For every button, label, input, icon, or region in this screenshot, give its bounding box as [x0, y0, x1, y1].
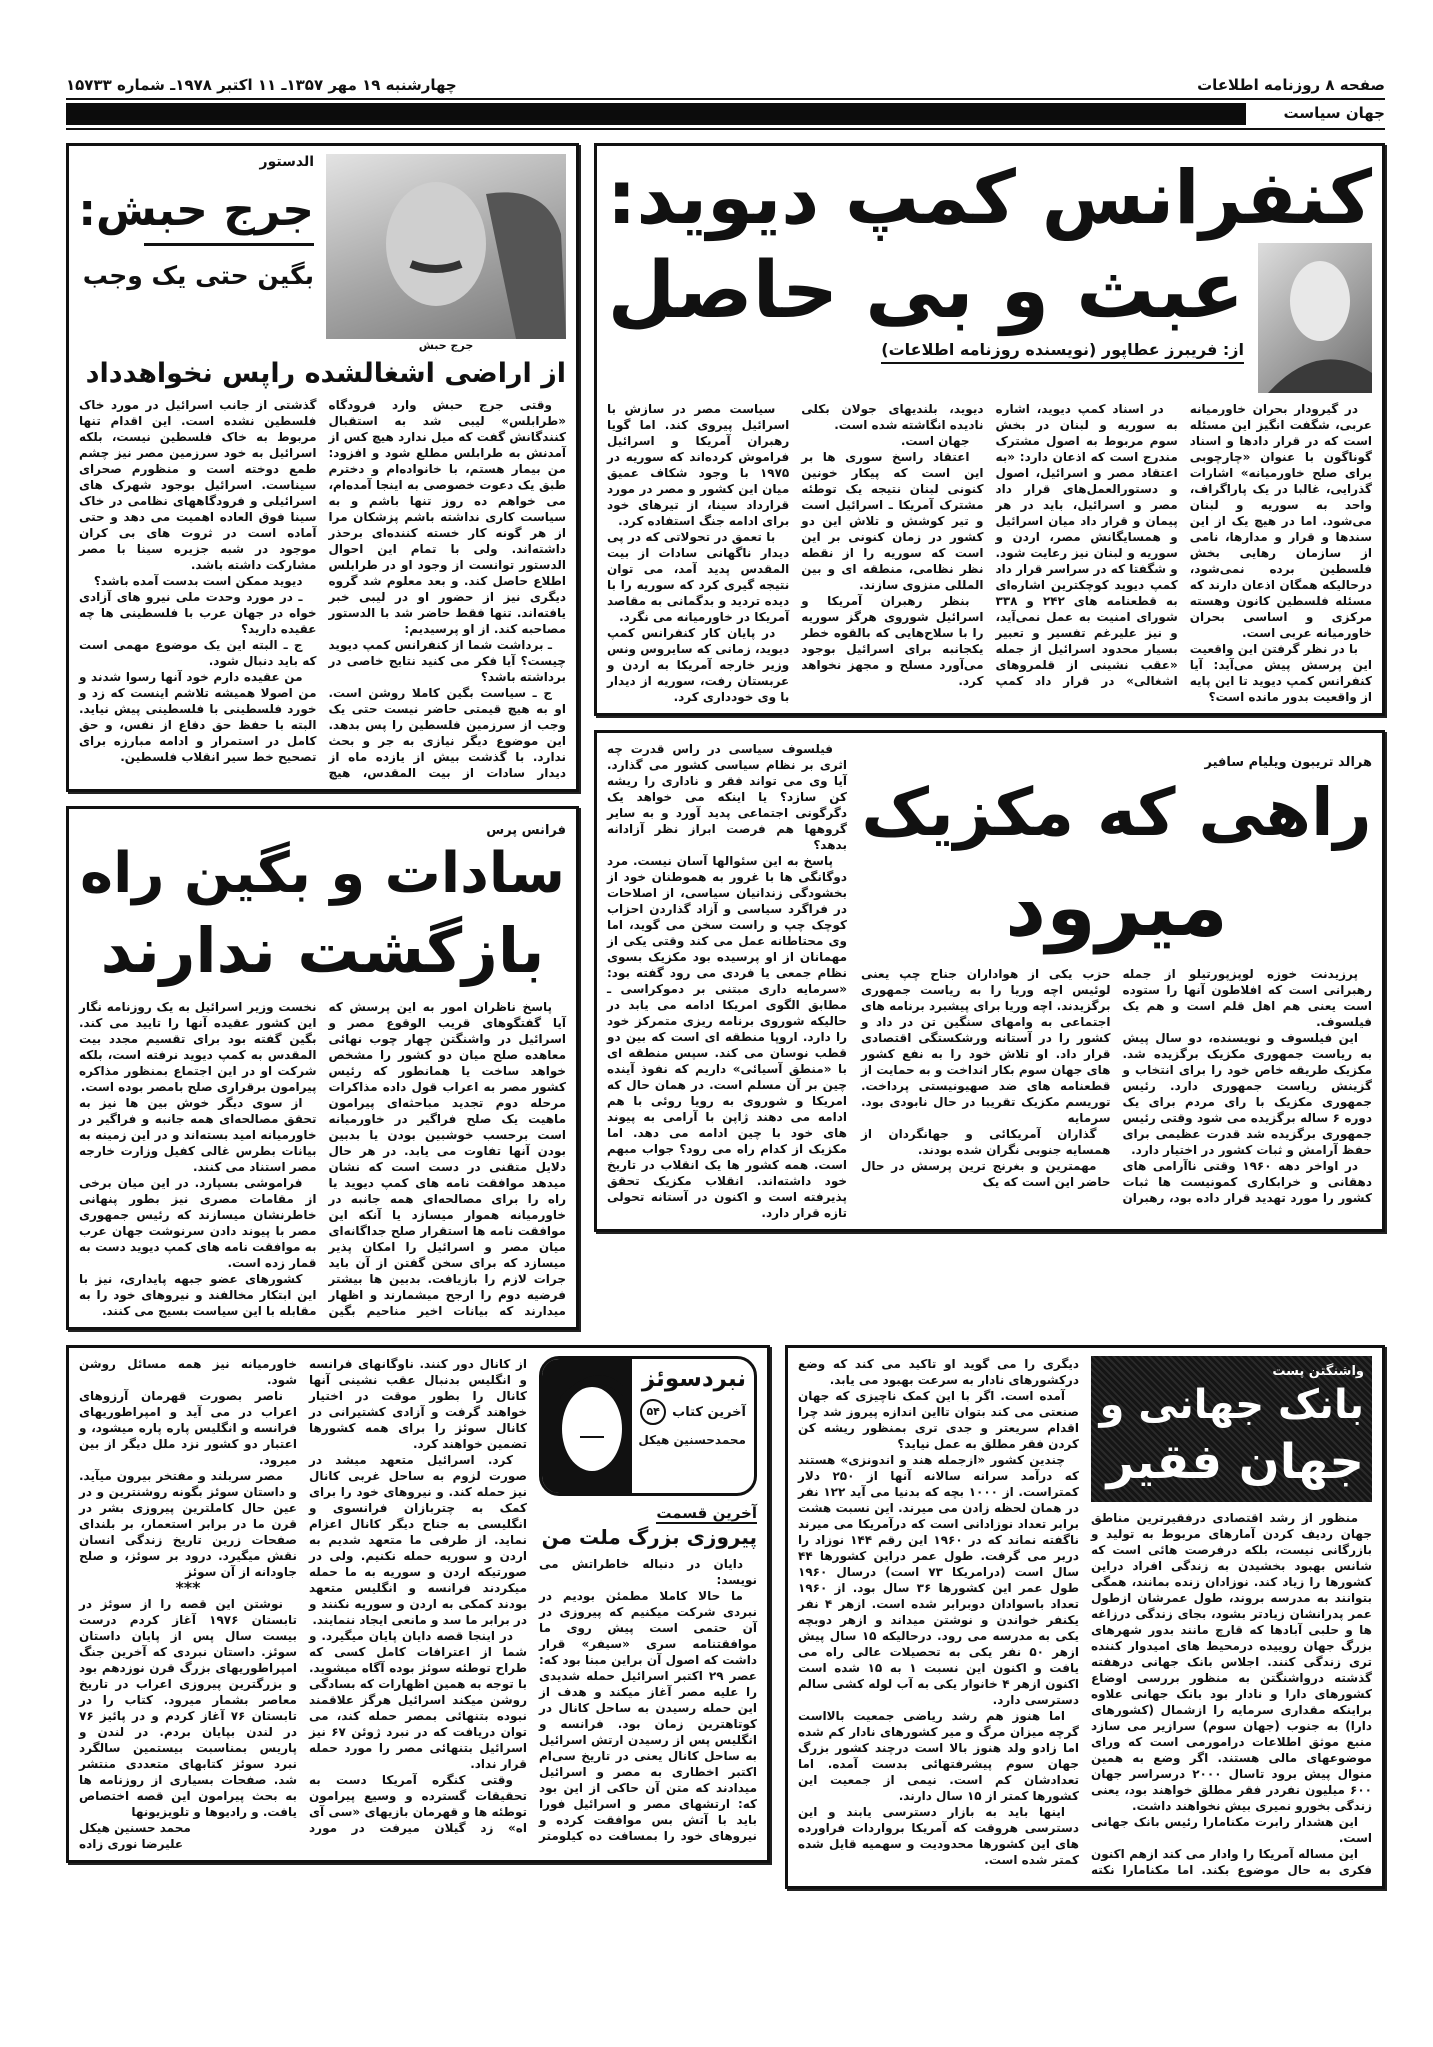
photo-block: [326, 154, 566, 352]
photo-caption: جرج حبش: [418, 339, 474, 352]
article-sadat: [66, 806, 579, 1330]
article-body: [798, 1356, 1372, 1877]
headline-panel: [1091, 1356, 1372, 1501]
headline: سادات و بگین راه: [80, 841, 565, 907]
source-label: فرانس پرس: [486, 823, 566, 839]
paragraph: وقتی کنگره آمریکا دست به تحقیقات گسترده و وسیع پیرامون توطئه ها و قهرمان بازیهای «سی آی اه» زد گیلان میرفت در مورد خاورمیانه نیز همه مسائل روشن شود.: [79, 1357, 527, 1836]
paragraph: این فیلسوف و نویسنده، دو سال پیش به ریاست جمهوری مکزیک برگزیده شد. مکزیک طریقه خاص خود را برای انتخاب و گزینش ریاست جمهوری دارد. رئیس جمهوری مکزیک با رای مردم برای یک دوره ۶ ساله برگزیده می شود وقتی رئیس جمهوری برگزیده شد قدرت عظیمی برای حفظ آرامش و ثبات کشور در اختیار دارد.: [1122, 1030, 1372, 1157]
masthead: [66, 76, 1385, 132]
masthead-rule-bottom: [66, 128, 1385, 130]
paragraph: در اسناد کمپ دیوید، اشاره به سوریه و لبنان در بخش سوم مربوط به اصول مشترک مندرج است که اذعان دارد: «به اعتقاد مصر و اسرائیل، اصول و دستورالعمل‌های قرار داد مصر و اسرائیل، باید در هر پیمان و قرار داد میان اسرائیل و همسایگانش مصر، اردن و سوریه و لبنان نیز رعایت شود. و شگفتا که در سراسر قرار داد کمپ دیوید کوچکترین اشاره‌ای به قطعنامه های ۲۴۲ و ۳۳۸ شورای امنیت به عمل نمی‌آید، و نیز علیرغم تفسیر و تعبیر بسیار محدود اسرائیل از جمله «عقب نشینی از قلمروهای اشغالی» در قرار داد کمپ دیوید، بلندیهای جولان بکلی نادیده انگاشته شده است.: [801, 401, 1178, 688]
habash-photo: [326, 154, 566, 339]
newspaper-page: [66, 0, 1385, 1909]
left-stack: [66, 143, 579, 1330]
series-logo: [539, 1356, 757, 1496]
paragraph: اعتقاد راسخ سوری ها بر این است که پیکار خونین کنونی لبنان نتیجه یک توطئه مشترک آمریکا ـ اسرائیل است و تیر کوشش و تلاش این دو کشور در زمان کنونی بر این است که سوریه را از نقطه نظر نظامی، منطقه ای و بین المللی منزوی سازند.: [801, 449, 984, 592]
article-habash: [66, 143, 579, 792]
headline-2: جهان فقیر: [1106, 1434, 1364, 1491]
book-row: [640, 1399, 746, 1425]
headline-3: از اراضی اشغالشده راپس نخواهدداد: [85, 358, 566, 389]
headline: بانک جهانی و: [1099, 1382, 1364, 1429]
paragraph: این مساله آمریکا را وادار می کند ازهم اکنون فکری به حال موضوع بکند. اما مکنامارا نکته دیگری را می گوید او تاکید می کند که وضع درکشورهای نادار به سرعت بهبود می یابد.: [798, 1357, 1372, 1877]
header-row: [79, 154, 566, 352]
paragraph: ـ برداشت شما از کنفرانس کمپ دیوید چیست؟ آیا فکر می کنید نتایج خاصی در برداشته باشد؟: [328, 638, 566, 685]
paragraph: کشورهای عضو جبهه پایداری، نیز با این ابتکار مخالفند و نیروهای خود را به مقابله با این سیاست بسیج می کنند.: [79, 1272, 317, 1319]
page-label: صفحه ۸ روزنامه اطلاعات: [1197, 76, 1385, 94]
paragraph: گذاران آمریکائی و جهانگردان از همسایه جنوبی نگران شده بودند.: [861, 1126, 1111, 1157]
row-bottom: [66, 1345, 1385, 1888]
headline-block: [79, 154, 314, 293]
paragraph: پرزیدنت خوزه لوپزپورتیلو از جمله رهبرانی است که افلاطون آنها را ستوده است یعنی هم اهل قلم است و هم یک فیلسوف.: [1122, 966, 1372, 1029]
date-issue: چهارشنبه ۱۹ مهر ۱۳۵۷ـ ۱۱ اکتبر ۱۹۷۸ـ شماره ۱۵۷۳۳: [66, 76, 457, 94]
paragraph: بنظر رهبران آمریکا و اسرائیل شوروی هرگز سوریه را با سلاح‌هایی که بالقوه خطر یکجانبه برای اسرائیل بوجود می‌آورد مسلح و مجهز نخواهد کرد.: [801, 593, 984, 688]
section-label: جهان سیاست: [1283, 104, 1385, 122]
paragraph: من عقیده دارم خود آنها رسوا شدند و من اصولا همیشه تلاشم اینست که زد و خورد فلسطینی با فلسطینی پیش نیاید. البته با حفظ حق دفاع از نفس، و حق کامل در استمرار و ادامه مبارزه برای تصحیح خط سیر انقلاب فلسطین.: [79, 670, 317, 765]
mexico-main: [861, 741, 1372, 1206]
face-icon: [542, 1359, 632, 1493]
source-label: واشنگتن پست: [1272, 1364, 1364, 1380]
episode-number: ۵۴: [640, 1399, 666, 1425]
article-body: [607, 401, 1372, 705]
headline-block: [79, 838, 566, 991]
author-photo: [1258, 243, 1372, 393]
article-body: [79, 999, 566, 1319]
suez-header: [539, 1356, 757, 1550]
paragraph: فیلسوف سیاسی در راس قدرت چه اثری بر نظام سیاسی کشور می گذارد. آیا وی می تواند فقر و ناداری را ریشه کن سازد؟ یا اینکه می خواهد یک دگرگونی اجتماعی پدید آورد و به سایر گروهها هم فرصت ابراز نظر آزادانه بدهد؟: [607, 741, 847, 852]
paragraph: دیوید ممکن است بدست آمده باشد؟: [93, 574, 303, 589]
paragraph: با تعمق در تحولاتی که در پی دیدار ناگهانی سادات از بیت المقدس پدید آمد، می توان نتیجه گیری کرد که سوریه را با دیده تردید و بدگمانی به مقاصد آمریکا در خاورمیانه می نگرد.: [607, 529, 790, 624]
row-top: [66, 143, 1385, 1330]
portrait-drawing: [542, 1359, 632, 1493]
paragraph: ـ در مورد وحدت ملی نیرو های آزادی خواه در جهان عرب با فلسطینی ها چه عقیده دارید؟: [79, 590, 317, 637]
translator-signature: علیرضا نوری زاده: [79, 1837, 184, 1852]
portrait-icon: [1258, 243, 1372, 393]
paragraph: مهمترین و بغرنج ترین پرسش در حال حاضر این است که یک: [861, 1158, 1111, 1189]
article-body: [861, 966, 1372, 1206]
article-world-bank: [785, 1345, 1385, 1888]
headline-row: [607, 243, 1372, 393]
headline: راهی که مکزیک: [861, 773, 1372, 851]
article-body: [79, 397, 566, 781]
headline: کنفرانس کمپ دیوید:: [606, 155, 1372, 241]
headline-underline: [144, 243, 314, 246]
section-bar: [66, 103, 1246, 125]
paragraph: سیاست مصر در سازش با اسرائیل پیروی کند. اما گویا رهبران آمریکا و اسرائیل فراموش کرده‌اند که سوریه در ۱۹۷۵ با وجود شکاف عمیق میان این کشور و مصر در مورد قرارداد سینا، از تیرهای خود برای ادامه جنگ استفاده کرد.: [607, 401, 790, 528]
paragraph: از سوی دیگر خوش بین ها نیز به تحقق مصالحه‌ای همه جانبه و فراگیر در خاورمیانه امید بسته‌اند و در این زمینه به بیانات بطرس غالی کفیل وزارت خارجه مصر استناد می کنند.: [79, 1096, 317, 1175]
headline-2: بازگشت ندارند: [100, 913, 545, 987]
headline-block: [607, 243, 1244, 365]
right-stack: [594, 143, 1385, 1232]
paragraph: با در نظر گرفتن این واقعیت این پرسش پیش می‌آید: آیا کنفرانس کمپ دیوید تا این پایه از واقعیت بدور مانده است؟: [1189, 641, 1372, 704]
masthead-rule-top: [66, 98, 1385, 100]
article-body: [79, 1356, 757, 1852]
paragraph: در پایان کار کنفرانس کمپ دیوید، زمانی که سایروس ونس وزیر خارجه آمریکا به اردن و عربستان رفت، سوریه از دیدار با وی خودداری کرد.: [607, 625, 790, 704]
article-camp-david: [594, 143, 1385, 716]
paragraph: منظور از رشد اقتصادی درفقیرترین مناطق جهان ردیف کردن آمارهای مربوط به تولید و بازرگانی نیست، بلکه درفرصت هائی است که شانس بهبود بخشیدن به زندگی افراد دراین کشورها را زیاد کند. نوزادان زنده بمانند، همگی بتوانند به مدرسه بروند، طول عمرشان ازطول عمر پدرانشان زیادتر بشود، بجای زندگی درزاغه ها و حلبی آبادها که قارچ مانند بدور شهرهای بزرگ جهان روییده درمحیط های امیدوار کننده تری زندگی کنند. اجلاس بانک جهانی درهفته گذشته درواشنگتن به منظور بررسی اوضاع کشورهای دارا و نادار بود بانک جهانی علاوه براینکه مقداری سرمایه را ازشمال (کشورهای دارا) به جنوب (جهان سوم) سرازیر می سازد منبع موثق اطلاعات درامورمی است که ورای موضوعهای مالی هستند. اگر وضع به همین منوال پیش برود تاسال ۲۰۰۰ درسراسر جهان ۶۰۰ میلیون نفردر فقر مطلق خواهند بود، یعنی زندگی بخورو نمیری بیش نخواهند داشت.: [1091, 1510, 1372, 1813]
headline-2: میرود: [1005, 860, 1228, 954]
paragraph: ج ـ البته این یک موضوع مهمی است که باید دنبال شود.: [79, 638, 317, 669]
paragraph: ما حالا کاملا مطمئن بودیم در نبردی شرکت میکنیم که پیروزی در آن حتمی است پیش روی ما موافقتنامه سری «سیفر» قرار داشت که اصول آن براین مبنا بود که: عصر ۲۹ اکتبر اسرائیل حمله شدیدی را علیه مصر آغاز میکند و هدف از این حمله رسیدن به ساحل کانال در کوتاهترین زمان بود. فرانسه و انگلیس پس از رسیدن ارتش اسرائیل به ساحل کانال یعنی در تاریخ سی‌ام اکتبر اخطاری به مصر و اسرائیل میدادند که متن آن حاکی از این بود که: ارتشهای مصر و اسرائیل فورا باید با آتش بس موافقت کرده و نیروهای خود را بمسافت ده کیلومتر از کانال دور کنند. ناوگانهای فرانسه و انگلیس بدنبال عقب نشینی آنها کانال را بطور موقت در اختیار خواهند گرفت و آزادی کشتیرانی در کانال سوئز را برای همه کشورها تضمین خواهند کرد.: [309, 1357, 757, 1844]
headline-2: بگین حتی یک وجب: [82, 261, 314, 291]
series-text: [632, 1359, 754, 1493]
headline-name: جرج حبش:: [78, 185, 314, 236]
article-column: [607, 741, 847, 1221]
article-suez: [66, 1345, 770, 1863]
paragraph: در گیرودار بحران خاورمیانه عربی، شگفت انگیز این مسئله است که در قرار دادها و اسناد گوناگون با عنوان «چارچوبی برای صلح خاورمیانه» اشارات گذرایی، غالبا در یک پاراگراف، واحد به سوریه و لبنان می‌شود. اما در هیچ یک از این سندها و قرار و مدارها، نامی از سازمان رهایی بخش فلسطین برده نمی‌شود، درحالیکه همگان اذعان دارند که مسئله فلسطین کانون وهسته مرکزی و اساسی بحران خاورمیانه عربی است.: [1189, 401, 1372, 640]
paragraph: جهان است.: [900, 433, 970, 448]
paragraph: چندین کشور «ازجمله هند و اندونزی» هستند که درآمد سرانه سالانه آنها از ۲۵۰ دلار کمتراست. از ۱۰۰۰ بچه که بدنیا می آید ۱۲۲ نفر در همان لحظه زادن می میرند. این نسبت هشت برابر تعداد نوزادانی است که درآمریکا می میرند ناگفته نماند که در ۱۹۶۰ این رقم ۱۴۴ نوزاد را دربر می گرفت. طول عمر دراین کشورها ۴۴ سال است (درامریکا ۷۳ است) درسال ۱۹۶۰ طول عمر این کشورها ۳۶ سال بود. از ۱۹۶۰ تعداد باسوادان دوبرابر شده است. ازهر ۴ نفر یکنفر خواندن و نوشتن میداند و ازهر دوبچه یکی به مدرسه می رود. درحالیکه ۱۵ سال پیش ازهر ۵۰ نفر یکی به تحصیلات عالی راه می یافت و اکنون این نسبت ۱ به ۱۵ شده است اکنون ازهر ۴ خانوار یکی به آب لوله کشی سالم دسترسی دارد.: [798, 1453, 1080, 1708]
paragraph: وقتی جرج حبش وارد فرودگاه «طرابلس» لیبی شد به استقبال کنندگانش گفت که میل ندارد هیچ کس از آمدنش به طرابلس مطلع شود و افزود: من بیمار هستم، با خانواده‌ام و دخترم طبق یک دعوت خصوصی به اینجا آمده‌ام، می خواهم ده روز تنها باشم و به سیاست کاری نداشته باشم پزشکان مرا از هر گونه کار خسته کننده‌ای برحذر داشته‌اند. ولی با تمام این احوال الدستور توانست از وجود او در طرابلس اطلاع حاصل کند. و بعد معلوم شد گروه دیگری نیز از حضور او در لیبی خبر یافته‌اند. تنها فقط حاضر شد با الدستور مصاحبه کند. از او پرسیدیم:: [328, 398, 566, 637]
source-label: هرالد تریبون ویلیام سافیر: [1204, 754, 1372, 770]
portrait-icon: [326, 154, 566, 339]
paragraph: آمده است. اگر با این کمک ناچیزی که جهان صنعتی می کند بتوان تااین اندازه پیروز شد چرا اقدام سریعتر و جدی تری بمنظور ریشه کن کردن فقر مطلق به عمل نیاید؟: [798, 1389, 1079, 1452]
headline-2: عبث و بی حاصل: [607, 245, 1244, 336]
paragraph: نوشتن این قصه را از سوئز در تابستان ۱۹۷۶ آغاز کردم درست بیست سال پس از پایان داستان سوئز. داستان نبردی که آخرین جنگ امپراطوریهای بزرگ قرن نوزدهم بود و بزرگترین پیروزی اعراب در تاریخ معاصر بشمار میرود. کتاب را در تابستان ۷۶ آغاز کردم و در پائیز ۷۶ در لندن بپایان بردم. در لندن و پاریس بمناسبت بیستمین سالگرد نبرد سوئز کتابهای متعددی منتشر شد. صفحات بسیاری از روزنامه ها به بحث پیرامون این قصه اختصاص یافت. و رادیوها و تلویزیونها: [79, 1597, 298, 1820]
paragraph: پاسخ به این سئوالها آسان نیست. مرد دوگانگی ها با غرور به هموطنان خود از بخشودگی زندانیان سیاسی، از اصلاحات در فراگرد سیاسی و آزاد گذاردن احزاب کوچک چپ و راست سخن می گوید، اما وی محتاطانه عمل می کند وقتی یکی از مهمانان از او پرسیده بود مکزیک بسوی نظام جمعی یا فردی می رود گفته بود: «سرمایه داری مبتنی بر دموکراسی ـ مطابق الگوی امریکا ادامه می یابد در حالیکه شوروی برنامه ریزی متمرکز خود را دارد. اروپا منطقه ای است که بین دو قطب نوسان می کند. سپس منطقه ای با «منطق آسیائی» داریم که نفوذ آینده چین بر آن مسلم است. در همان حال که امریکا و شوروی به رویا روئی با هم ادامه می دهند ژاپن با آرامی به پیوند های خود با چین ادامه می دهد. اما مکزیک از کدام راه می رود؟ جواب مبهم است. همه کشور ها یک انقلاب در تاریخ خود داشته‌اند. انقلاب مکزیک تحقق پذیرفته است و اکنون در آستانه تحولی تازه قرار دارد.: [607, 853, 847, 1220]
author-signature: محمد حسنین هیکل: [79, 1821, 191, 1836]
paragraph: پاسخ ناظران امور به این پرسش که آیا گفتگوهای قریب الوقوع مصر و اسرائیل در واشنگتن چهار چوب نهائی معاهده صلح میان دو کشور را مشخص خواهد ساخت یا همانطور که رئیس کشور مصر به اعراب قول داده مذاکرات مرحله دوم تجدید مباحثه‌ای پیرامون ماهیت یک صلح فراگیر در خاورمیانه است برحسب خوشبین بودن یا بدبین بودن آنها تفاوت می یابد. در هر حال دلایل متقنی در دست است که نشان میدهد موافقت نامه های کمپ دیوید یا راه را برای مصالحه‌ای همه جانبه در خاورمیانه هموار میسازد یا آنکه این موافقت نامه ها استقرار صلح جداگانه‌ای میان مصر و اسرائیل را امکان پذیر میسازد که برای سخن گفتن از آن باید جرات لازم را بازیافت. بدبین ها بیشتر فرضیه دوم را ارجح میشمارند و اظهار میدارند که بیانات اخیر مناحیم بگین نخست وزیر اسرائیل به یک روزنامه نگار این کشور عقیده آنها را تایید می کند. بگین گفته بود برای تقسیم مجدد بیت المقدس به کمپ دیوید نرفته است، بلکه شرکت او در این اجتماع بمنظور مذاکره پیرامون برقراری صلح بامصر بوده است.: [79, 1000, 566, 1319]
headline-block: [861, 770, 1372, 960]
article-mexico: [594, 730, 1385, 1232]
headline: پیروزی بزرگ ملت من: [541, 1525, 757, 1550]
paragraph: این هشدار رابرت مکنامارا رئیس بانک جهانی است.: [1091, 1814, 1372, 1845]
paragraph: کرد. اسرائیل متعهد میشد در صورت لزوم به ساحل غربی کانال نیز حمله کند. و نیروهای خود را برای کمک به چتربازان فرانسوی و انگلیسی به جناح دیگر کانال اعزام نماید. از طرفی ما متعهد شدیم به اردن و سوریه حمله نکنیم. ولی در صورتیکه اردن و سوریه به ما حمله میکردند فرانسه و انگلیس متعهد بودند کمکی به اردن و سوریه نکنند و در برابر ما سد و مانعی ایجاد ننمایند.: [309, 1453, 527, 1628]
source-label: الدستور: [259, 154, 314, 170]
paragraph: ج ـ سیاست بگین کاملا روشن است. او به هیچ قیمتی حاضر نیست حتی یک وجب از سرزمین فلسطین را پس بدهد. این موضوع دیگر نیازی به جر و بحث ندارد. با گذشت بیش از یازده ماه از دیدار سادات از بیت المقدس، هیچ گذشتی از جانب اسرائیل در مورد خاک فلسطین نشده است. این اقدام تنها مربوط به خاک فلسطین نیست، بلکه اسرائیل به خود سرزمین مصر نیز چشم طمع دوخته است و منظورم صحرای سیناست. اسرائیل بوجود شهرک های اسرائیلی و فرودگاههای نظامی در خاک سینا فوق العاده اهمیت می دهد و حتی آماده است در ثروت های بی کران موجود در شبه جزیره سینا با مصر مشارکت داشته باشد.: [79, 398, 566, 781]
book-label: آخرین کتاب: [672, 1404, 746, 1420]
byline: از: فریبرز عطاپور (نویسنده روزنامه اطلاعات): [881, 340, 1244, 364]
paragraph: دایان در دنباله خاطراتش می نویسد:: [539, 1557, 757, 1588]
paragraph: اینها باید به بازار دسترسی یابند و این دسترسی هروقت که آمریکا برواردات فراورده های این کشورها محدودیت و سهمیه قایل شده کمتر شده است.: [798, 1805, 1079, 1868]
paragraph: اما هنوز هم رشد ریاضی جمعیت بالااست گرچه میزان مرگ و میر کشورهای نادار کم شده اما زادو ولد هنوز بالا است درچند کشور بزرگ جهان سوم پیشرفتهائی بدست آمده. اما تعدادشان کم است. نیمی از جمعیت این کشورها کمتر از ۱۵ سال دارند.: [798, 1709, 1079, 1804]
paragraph: در اواخر دهه ۱۹۶۰ وقتی ناآرامی های دهقانی و خرابکاری کمونیست ها ثبات کشور را مورد تهدید قرار داده بود، رهبران حزب یکی از هواداران جناح چپ یعنی لوئیس اچه وریا را به ریاست جمهوری برگزیدند. اچه وریا برای پیشبرد برنامه های اجتماعی به وامهای سنگین تن در داد و کشور را در آستانه ورشکستگی اقتصادی قرار داد. او تلاش خود را به نفع کشور های جهان سوم بکار انداخت و به حمایت از قطعنامه های ضد صهیونیستی پرداخت. توریسم مکزیک تقریبا در حال نابودی بود. سرمایه: [861, 966, 1372, 1205]
paragraph: ناصر بصورت قهرمان آرزوهای اعراب در می آید و امپراطوریهای فرانسه و انگلیس پاره پاره میشود، و اعتبار دو کشور نزد ملل دیگر از بین میرود.: [79, 1389, 297, 1468]
section-divider: ***: [175, 1578, 201, 1598]
kicker: آخرین قسمت: [656, 1504, 757, 1523]
paragraph: مصر سربلند و مفتخر بیرون میآید. و داستان سوئز بگونه روشنترین و در عین حال کاملترین پیروزی بشر در قرن ما در برابر استعمار، بر بلندای صفحات زرین تاریخ زندگی انسان نقش میگیرد. درود بر سوئز، و صلح جاودانه از آن سوئز: [79, 1469, 297, 1580]
paragraph: در اینجا قصه دایان پایان میگیرد. و شما از اعترافات کامل کسی که طراح توطئه سوئز بوده آگاه میشوید. با توجه به همین اظهارات که بسادگی روشن میکند اسرائیل هرگز علاقمند نبوده بتنهائی بمصر حمله کند، می توان دریافت که در نبرد ژوئن ۶۷ نیز اسرائیل بتنهائی مصر را مورد حمله قرار نداد.: [309, 1629, 527, 1772]
author-name: محمدحسنین هیکل: [638, 1433, 746, 1448]
paragraph: فراموشی بسپارد. در این میان برخی از مقامات مصری نیز بطور پنهانی خاطرنشان میسازند که رئیس جمهوری مصر با پیوند دادن سرنوشت جهان عرب به موافقت نامه های کمپ دیوید دست به قمار زده است.: [79, 1176, 317, 1271]
series-title: نبردسوئز: [641, 1366, 746, 1393]
